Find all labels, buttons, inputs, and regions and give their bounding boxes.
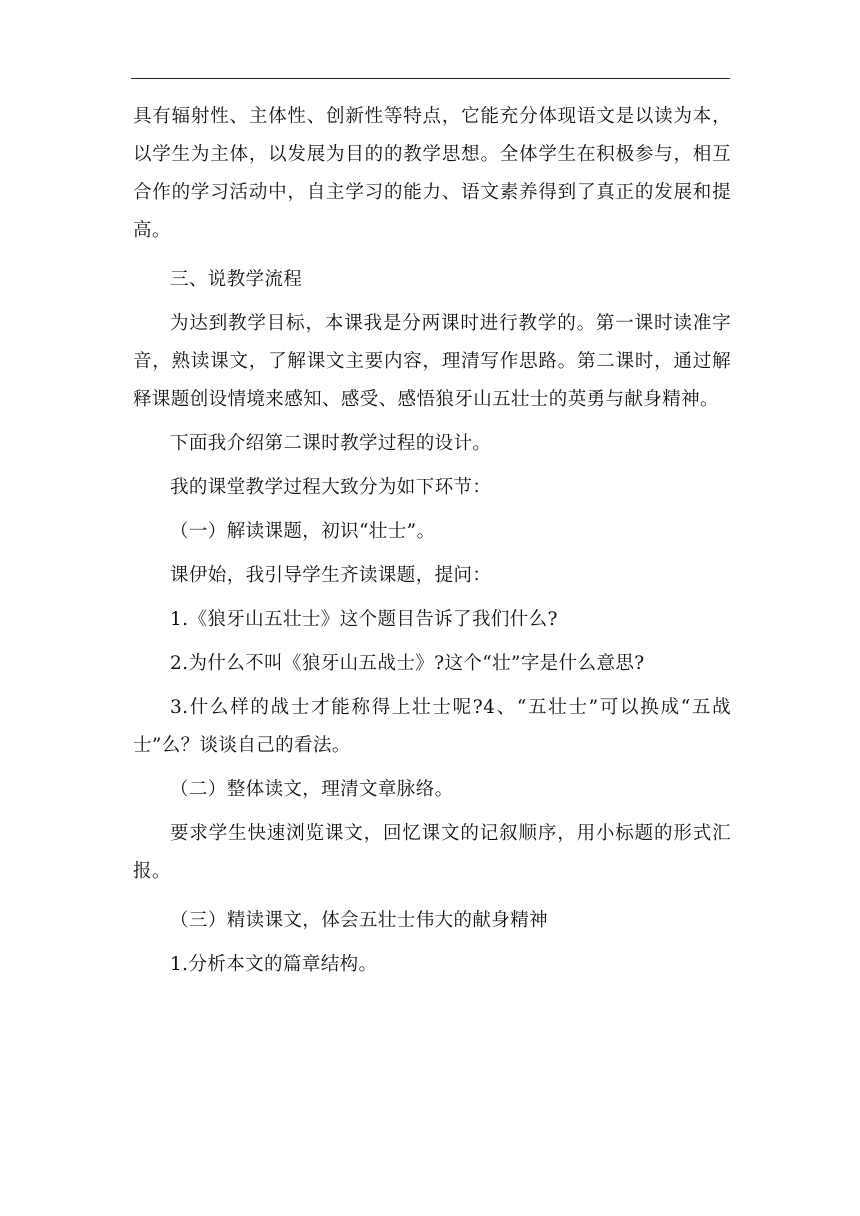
- list-item-structure-analysis: 1.分析本文的篇章结构。: [170, 954, 378, 975]
- paragraph-teaching-goals: 为达到教学目标，本课我是分两课时进行教学的。第一课时读准字音，熟读课文，了解课文主要内容，理清写作思路。第二课时，通过解释课题创设情境来感知、感受、感悟狼牙山五壮士的英勇与献身精神。: [133, 313, 731, 410]
- paragraph-step-one-intro: 课伊始，我引导学生齐读课题，提问：: [170, 565, 492, 586]
- subheading-step-two: （二）整体读文，理清文章脉络。: [170, 779, 454, 800]
- document-body: [133, 98, 731, 984]
- paragraph-second-lesson-intro: 下面我介绍第二课时教学过程的设计。: [170, 433, 492, 454]
- paragraph-steps-intro: 我的课堂教学过程大致分为如下环节：: [170, 477, 492, 498]
- question-item-1: 1.《狼牙山五壮士》这个题目告诉了我们什么?: [170, 609, 558, 630]
- question-item-3: 3.什么样的战士才能称得上壮士呢?4、“五壮士”可以换成“五战士”么？谈谈自己的看法。: [133, 697, 731, 756]
- question-item-2: 2.为什么不叫《狼牙山五战士》?这个“壮”字是什么意思?: [170, 653, 645, 674]
- paragraph-step-two-body: 要求学生快速浏览课文，回忆课文的记叙顺序，用小标题的形式汇报。: [133, 823, 731, 882]
- header-rule: [131, 78, 730, 79]
- subheading-step-three: （三）精读课文，体会五壮士伟大的献身精神: [170, 910, 549, 931]
- section-heading-teaching-process: 三、说教学流程: [170, 269, 303, 290]
- paragraph-intro-continuation: 具有辐射性、主体性、创新性等特点，它能充分体现语文是以读为本，以学生为主体，以发展为目的的教学思想。全体学生在积极参与，相互合作的学习活动中，自主学习的能力、语文素养得到了真正的发展和提高。: [133, 106, 731, 241]
- subheading-step-one: （一）解读课题，初识“壮士”。: [170, 521, 436, 542]
